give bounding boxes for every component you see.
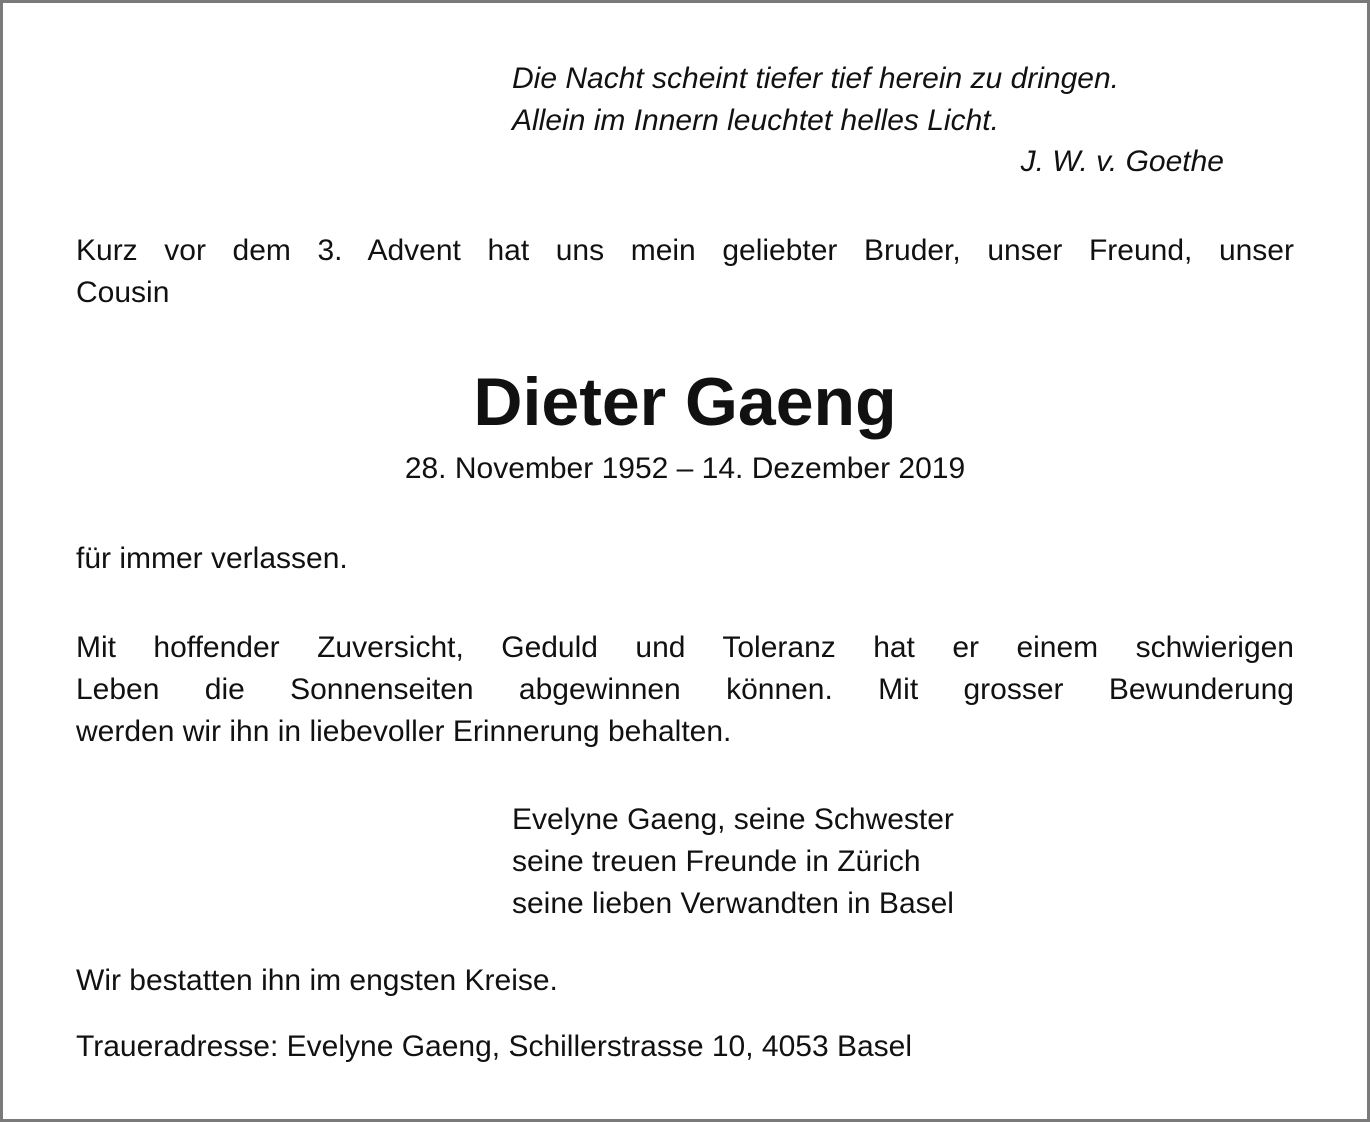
mourning-address: Traueradresse: Evelyne Gaeng, Schillerstrasse 10, 4053 Basel [76,1030,913,1063]
tribute-line-3: werden wir ihn in liebevoller Erinnerung behalten. [76,715,732,748]
mourner-friends: seine treuen Freunde in Zürich [512,845,921,878]
tribute-line-2: Leben die Sonnenseiten abgewinnen können. Mit grosser Bewunderung [76,673,1294,706]
quote-author: J. W. v. Goethe [1020,145,1224,178]
deceased-name: Dieter Gaeng [473,364,897,440]
intro-line-2: Cousin [76,276,170,309]
intro-paragraph [76,230,1294,314]
mourner-relatives: seine lieben Verwandten in Basel [512,887,954,920]
quote-line-2: Allein im Innern leuchtet helles Licht. [512,104,999,137]
closing-phrase: für immer verlassen. [76,542,348,575]
intro-line-1: Kurz vor dem 3. Advent hat uns mein geliebter Bruder, unser Freund, unser [76,234,1294,267]
mourner-sister: Evelyne Gaeng, seine Schwester [512,803,954,836]
tribute-line-1: Mit hoffender Zuversicht, Geduld und Toleranz hat er einem schwierigen [76,631,1294,664]
tribute-paragraph [76,627,1294,753]
life-dates: 28. November 1952 – 14. Dezember 2019 [404,452,966,485]
quote-line-1: Die Nacht scheint tiefer tief herein zu dringen. [512,62,1119,95]
burial-note: Wir bestatten ihn im engsten Kreise. [76,964,558,997]
